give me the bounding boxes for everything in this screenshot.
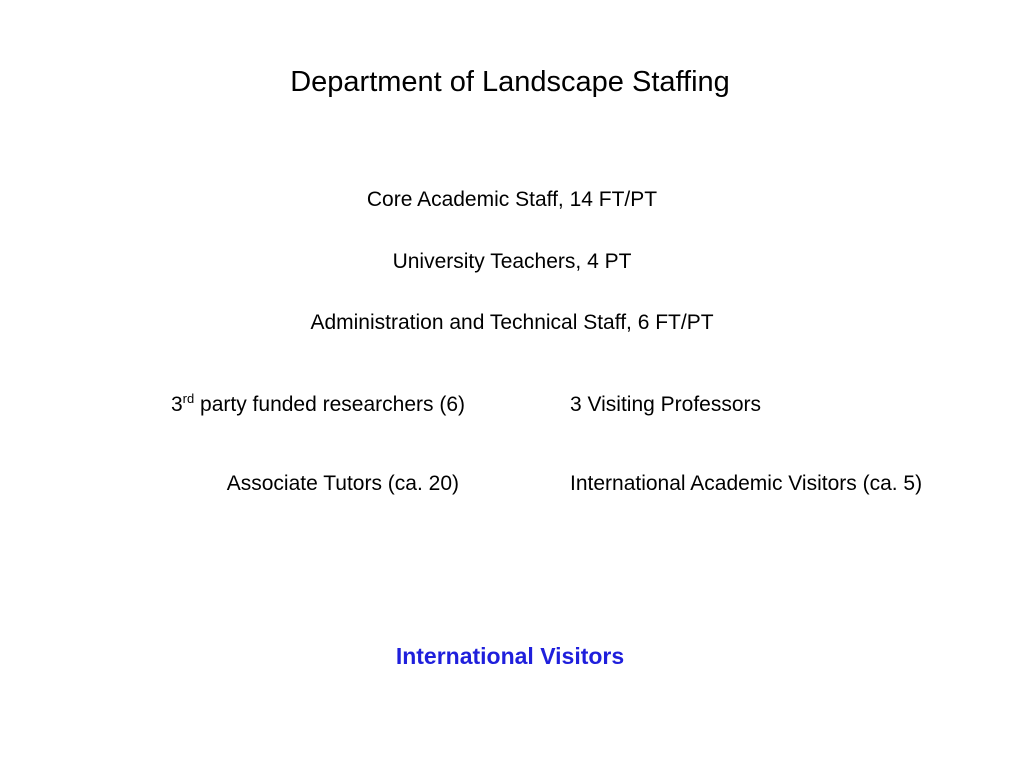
university-teachers-text: University Teachers, 4 PT [392,250,632,273]
international-visitors-link[interactable]: International Visitors [395,643,625,669]
visiting-professors-text: 3 Visiting Professors [570,393,762,416]
associate-tutors-text: Associate Tutors (ca. 20) [226,472,459,495]
international-academic-visitors-text: International Academic Visitors (ca. 5) [570,472,923,495]
researchers-superscript: rd [182,391,195,406]
slide-title: Department of Landscape Staffing [290,66,730,98]
researchers-rest: party funded researchers (6) [194,393,465,416]
third-party-researchers-text [171,392,465,418]
core-academic-staff-text: Core Academic Staff, 14 FT/PT [366,188,658,211]
admin-technical-staff-text: Administration and Technical Staff, 6 FT/PT [310,311,714,334]
researchers-prefix: 3 [170,393,183,416]
